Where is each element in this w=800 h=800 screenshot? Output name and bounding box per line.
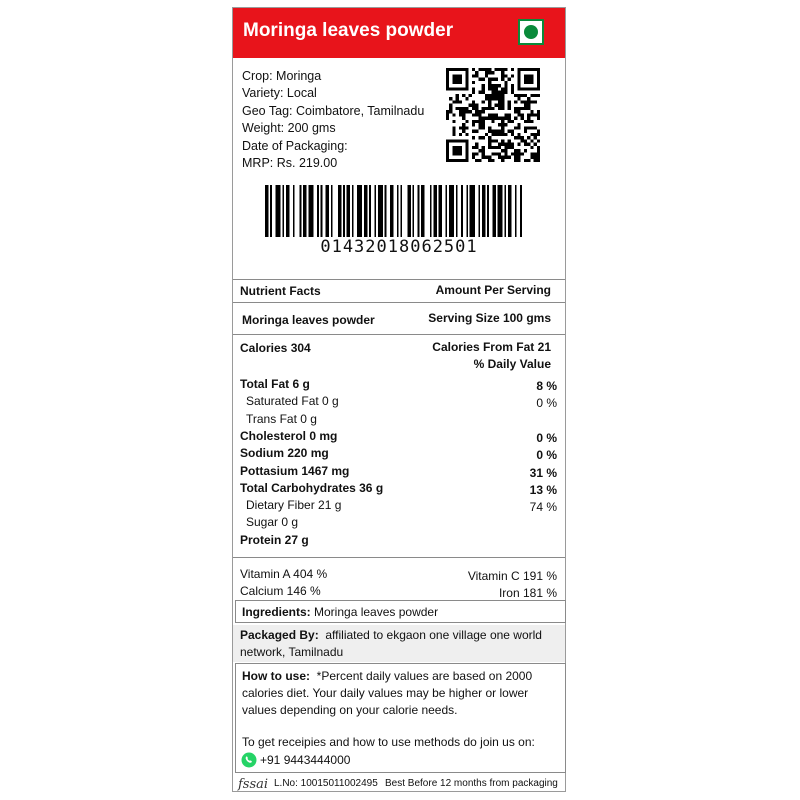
ingredients-value: Moringa leaves powder <box>314 605 439 619</box>
calories-from-fat: Calories From Fat 21 <box>432 340 551 354</box>
nutrient-daily-value: 13 % <box>529 482 557 497</box>
phone-number: +91 9443444000 <box>260 753 351 767</box>
calcium: Calcium 146 % <box>240 584 321 598</box>
variety-text: Variety: Local <box>242 86 317 101</box>
divider <box>233 302 565 303</box>
crop-text: Crop: Moringa <box>242 69 322 83</box>
fssai-logo <box>238 775 268 793</box>
best-before: Best Before 12 months from packaging <box>385 778 558 789</box>
divider <box>233 557 565 558</box>
how-to-use-line3: values depending on your calorie needs. <box>242 703 458 717</box>
iron: Iron 181 % <box>498 586 557 600</box>
how-to-use-label: How to use: <box>242 669 310 683</box>
weight-text: Weight: 200 gms <box>242 121 336 136</box>
join-us-text: To get receipies and how to use methods do join us on: <box>242 735 535 749</box>
amount-per-serving-heading: Amount Per Serving <box>435 283 551 297</box>
calories: Calories 304 <box>240 341 311 355</box>
how-to-use-note: *Percent daily values are based on 2000 <box>316 669 533 683</box>
nutrient-daily-value: 0 % <box>536 448 557 463</box>
packaged-by-line1 <box>240 628 542 642</box>
nutrient-label: Protein 27 g <box>240 532 309 547</box>
mrp-text: MRP: Rs. 219.00 <box>242 156 338 171</box>
how-to-use-line1 <box>242 669 532 683</box>
nutrient-label: Trans Fat 0 g <box>246 411 317 426</box>
divider <box>233 279 565 280</box>
nutrient-label: Dietary Fiber 21 g <box>246 498 342 513</box>
divider <box>233 334 565 335</box>
product-info <box>242 68 424 172</box>
barcode-icon <box>265 185 527 237</box>
packaged-by-value: affiliated to ekgaon one village one world <box>325 628 542 642</box>
packaged-by-section <box>233 625 565 662</box>
how-to-use-line2: calories diet. Your daily values may be higher or lower <box>242 686 529 700</box>
nutrient-label: Total Fat 6 g <box>240 377 310 391</box>
nutrient-daily-value: 0 % <box>536 430 557 445</box>
packaged-by-label: Packaged By: <box>240 628 319 642</box>
how-to-use-box <box>235 663 566 773</box>
nutrient-label: Cholesterol 0 mg <box>240 428 338 443</box>
nutrition-product-name: Moringa leaves powder <box>242 313 375 327</box>
date-of-packaging-text: Date of Packaging: <box>242 138 348 153</box>
nutrient-label: Saturated Fat 0 g <box>246 394 339 409</box>
serving-size: Serving Size 100 gms <box>428 311 551 325</box>
nutrient-daily-value: 8 % <box>536 379 557 393</box>
nutrient-daily-value: 31 % <box>529 465 557 480</box>
nutrient-label: Pottasium 1467 mg <box>240 463 350 478</box>
license-number: L.No: 10015011002495 <box>274 778 378 789</box>
label-header <box>233 8 565 58</box>
barcode-number: 01432018062501 <box>320 237 478 257</box>
nutrient-daily-value: 0 % <box>536 396 557 411</box>
packaged-by-line2: network, Tamilnadu <box>240 645 344 659</box>
vitamin-c: Vitamin C 191 % <box>467 569 557 583</box>
ingredients-box <box>235 600 566 623</box>
qr-code-icon <box>446 68 540 162</box>
nutrient-facts-heading: Nutrient Facts <box>240 284 321 298</box>
ingredients-text <box>242 605 438 619</box>
geo-tag-text: Geo Tag: Coimbatore, Tamilnadu <box>242 103 425 118</box>
fssai-logo-text: fssai <box>238 777 269 792</box>
whatsapp-icon <box>241 752 257 768</box>
product-label <box>232 7 566 792</box>
nutrient-label: Sugar 0 g <box>246 515 299 530</box>
product-title: Moringa leaves powder <box>243 20 454 41</box>
daily-value-heading: % Daily Value <box>473 357 551 371</box>
nutrient-daily-value: 74 % <box>529 500 557 515</box>
ingredients-label: Ingredients: <box>242 605 311 619</box>
vegetarian-mark-icon <box>518 19 544 45</box>
nutrient-label: Sodium 220 mg <box>240 446 329 461</box>
vitamin-a: Vitamin A 404 % <box>240 567 328 581</box>
nutrient-label: Total Carbohydrates 36 g <box>240 480 384 495</box>
